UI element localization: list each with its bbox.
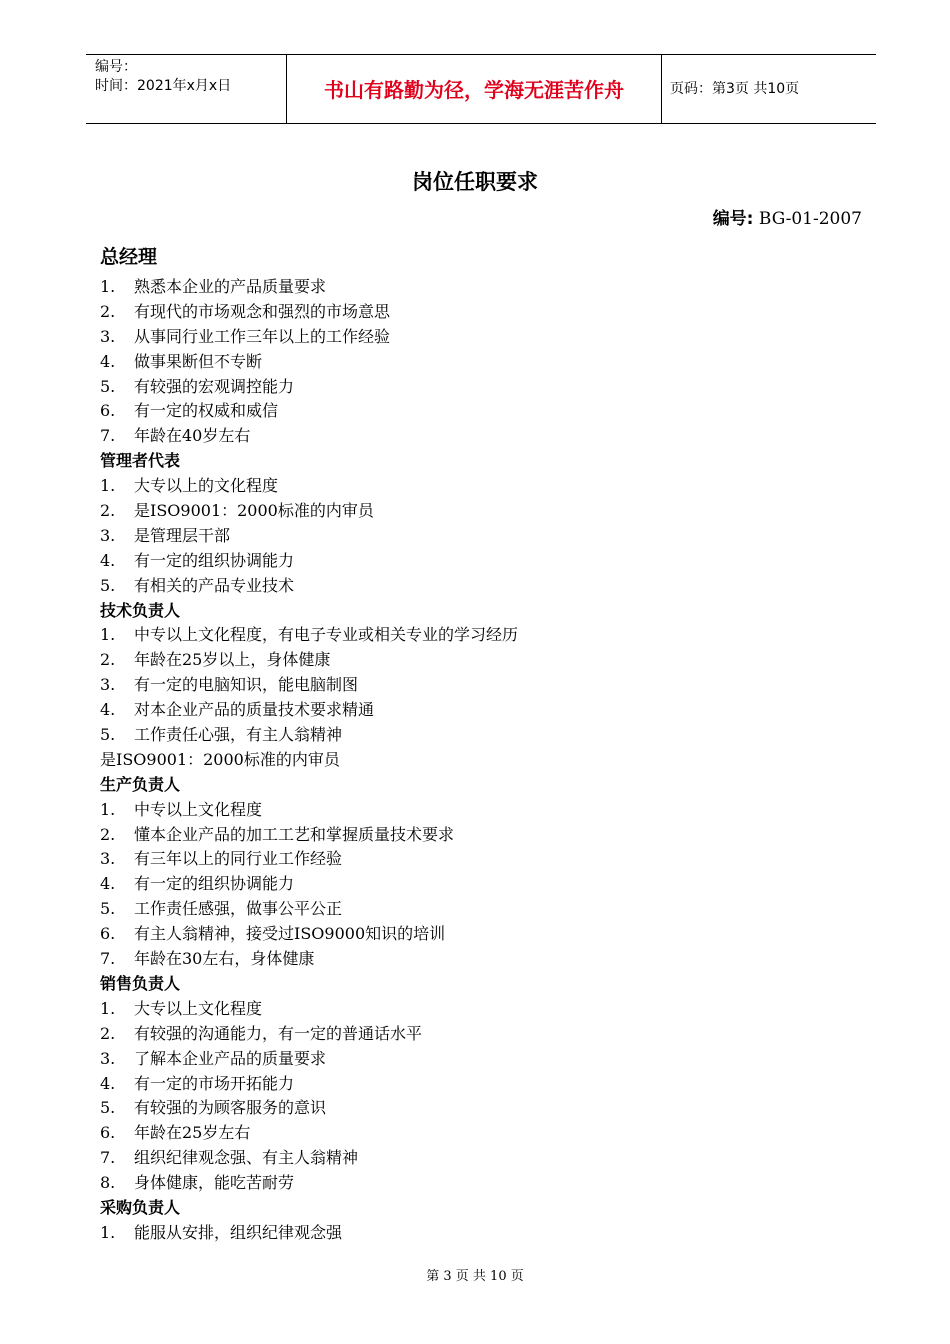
list-item-number: 5. [100, 899, 116, 919]
list-item-number: 1. [100, 625, 116, 645]
list-item-text: 是ISO9001：2000标准的内审员 [134, 501, 374, 521]
list-item [100, 424, 880, 449]
list-item-number: 3. [100, 1048, 116, 1068]
list-item-text: 从事同行业工作三年以上的工作经验 [134, 326, 391, 346]
list-item-number: 4. [100, 874, 116, 894]
list-item [100, 1096, 880, 1121]
list-item [100, 350, 880, 375]
list-item [100, 549, 880, 574]
header-left-cell [86, 55, 286, 123]
list-item [100, 1072, 880, 1097]
list-item [100, 698, 880, 723]
requirements-content [100, 243, 880, 1246]
header-center-cell [286, 55, 662, 123]
page-info: 页码：第3页 共10页 [670, 81, 800, 97]
list-item-number: 5. [100, 1098, 116, 1118]
list-item-text: 能服从安排，组织纪律观念强 [134, 1222, 343, 1242]
list-item-text: 年龄在40岁左右 [134, 426, 251, 446]
header-motto: 书山有路勤为径，学海无涯苦作舟 [324, 78, 624, 102]
list-item-text: 有一定的组织协调能力 [134, 874, 295, 894]
list-item-text: 有现代的市场观念和强烈的市场意思 [134, 301, 391, 321]
list-item-text: 大专以上文化程度 [134, 998, 263, 1018]
list-item-text: 懂本企业产品的加工工艺和掌握质量技术要求 [134, 824, 455, 844]
list-item [100, 375, 880, 400]
list-item [100, 300, 880, 325]
list-item-text: 有一定的市场开拓能力 [134, 1073, 295, 1093]
list-item-number: 5. [100, 725, 116, 745]
page-footer: 第 3 页 共 10 页 [426, 1269, 524, 1284]
list-item [100, 648, 880, 673]
document-title: 岗位任职要求 [412, 170, 538, 194]
list-item [100, 1121, 880, 1146]
list-item [100, 1171, 880, 1196]
list-item [100, 275, 880, 300]
list-item-number: 4. [100, 1073, 116, 1093]
list-item-number: 2. [100, 650, 116, 670]
list-item-text: 有一定的电脑知识，能电脑制图 [134, 675, 359, 695]
list-item-text: 中专以上文化程度，有电子专业或相关专业的学习经历 [134, 625, 519, 645]
list-item-number: 2. [100, 501, 116, 521]
list-item [100, 623, 880, 648]
list-item-number: 1. [100, 476, 116, 496]
list-item-number: 6. [100, 924, 116, 944]
list-item-text: 中专以上文化程度 [134, 799, 263, 819]
list-item [100, 499, 880, 524]
list-item [100, 997, 880, 1022]
section-title: 管理者代表 [100, 451, 181, 471]
list-item-text: 有较强的为顾客服务的意识 [134, 1098, 327, 1118]
list-item [100, 823, 880, 848]
list-item [100, 897, 880, 922]
list-item [100, 1221, 880, 1246]
list-item-text: 身体健康，能吃苦耐劳 [134, 1173, 295, 1193]
section-title: 生产负责人 [100, 774, 181, 794]
list-item-number: 4. [100, 550, 116, 570]
section-title: 采购负责人 [100, 1197, 181, 1217]
list-item-number: 2. [100, 824, 116, 844]
list-item-text: 是管理层干部 [134, 525, 231, 545]
list-item-number: 1. [100, 1222, 116, 1242]
list-note: 是ISO9001：2000标准的内审员 [100, 749, 340, 769]
list-item-number: 1. [100, 998, 116, 1018]
list-item [100, 524, 880, 549]
list-item-number: 8. [100, 1173, 116, 1193]
list-item [100, 1022, 880, 1047]
list-item-number: 1. [100, 799, 116, 819]
document-number-value: BG-01-2007 [753, 209, 862, 229]
section-title: 技术负责人 [100, 600, 181, 620]
list-item-text: 有三年以上的同行业工作经验 [134, 849, 343, 869]
list-item-number: 5. [100, 376, 116, 396]
list-item [100, 723, 880, 748]
list-item-text: 年龄在25岁左右 [134, 1123, 251, 1143]
section-title: 总经理 [100, 246, 158, 268]
list-item-number: 7. [100, 949, 116, 969]
list-item-number: 3. [100, 326, 116, 346]
list-item [100, 325, 880, 350]
serial-label: 编号： [95, 59, 137, 75]
header-right-cell [661, 55, 876, 123]
list-item-text: 组织纪律观念强、有主人翁精神 [134, 1148, 359, 1168]
list-item-text: 大专以上的文化程度 [134, 476, 279, 496]
list-item-text: 了解本企业产品的质量要求 [134, 1048, 327, 1068]
list-item-number: 4. [100, 700, 116, 720]
list-item-number: 5. [100, 575, 116, 595]
list-item-number: 2. [100, 1023, 116, 1043]
list-item-number: 3. [100, 849, 116, 869]
page-header [86, 54, 876, 124]
date-label: 时间：2021年x月x日 [95, 78, 232, 94]
list-item [100, 847, 880, 872]
list-item-text: 有主人翁精神，接受过ISO9000知识的培训 [134, 924, 446, 944]
list-item-number: 7. [100, 1148, 116, 1168]
list-item [100, 1146, 880, 1171]
list-item [100, 673, 880, 698]
list-item-text: 有相关的产品专业技术 [134, 575, 295, 595]
list-item-text: 工作责任心强，有主人翁精神 [134, 725, 343, 745]
list-item-number: 3. [100, 525, 116, 545]
list-item-text: 有较强的沟通能力，有一定的普通话水平 [134, 1023, 423, 1043]
list-item-number: 2. [100, 301, 116, 321]
list-item [100, 872, 880, 897]
list-item-number: 6. [100, 401, 116, 421]
list-item-text: 熟悉本企业的产品质量要求 [134, 277, 327, 296]
list-item [100, 399, 880, 424]
list-item [100, 474, 880, 499]
list-item-number: 6. [100, 1123, 116, 1143]
list-item-number: 7. [100, 426, 116, 446]
list-item-text: 做事果断但不专断 [134, 351, 263, 371]
list-item-text: 对本企业产品的质量技术要求精通 [134, 700, 375, 720]
list-item-text: 有一定的权威和威信 [134, 401, 279, 421]
list-item [100, 574, 880, 599]
document-number [713, 207, 862, 231]
list-item-text: 有一定的组织协调能力 [134, 550, 295, 570]
list-item-number: 3. [100, 675, 116, 695]
list-item [100, 947, 880, 972]
list-item-number: 1. [100, 277, 116, 296]
list-item-text: 有较强的宏观调控能力 [134, 376, 295, 396]
list-item-text: 年龄在25岁以上，身体健康 [134, 650, 331, 670]
list-item-text: 年龄在30左右，身体健康 [134, 949, 315, 969]
section-title: 销售负责人 [100, 973, 181, 993]
list-item [100, 922, 880, 947]
document-number-label: 编号: [712, 209, 754, 229]
list-item [100, 1047, 880, 1072]
list-item-number: 4. [100, 351, 116, 371]
list-item [100, 798, 880, 823]
list-item-text: 工作责任感强，做事公平公正 [134, 899, 343, 919]
